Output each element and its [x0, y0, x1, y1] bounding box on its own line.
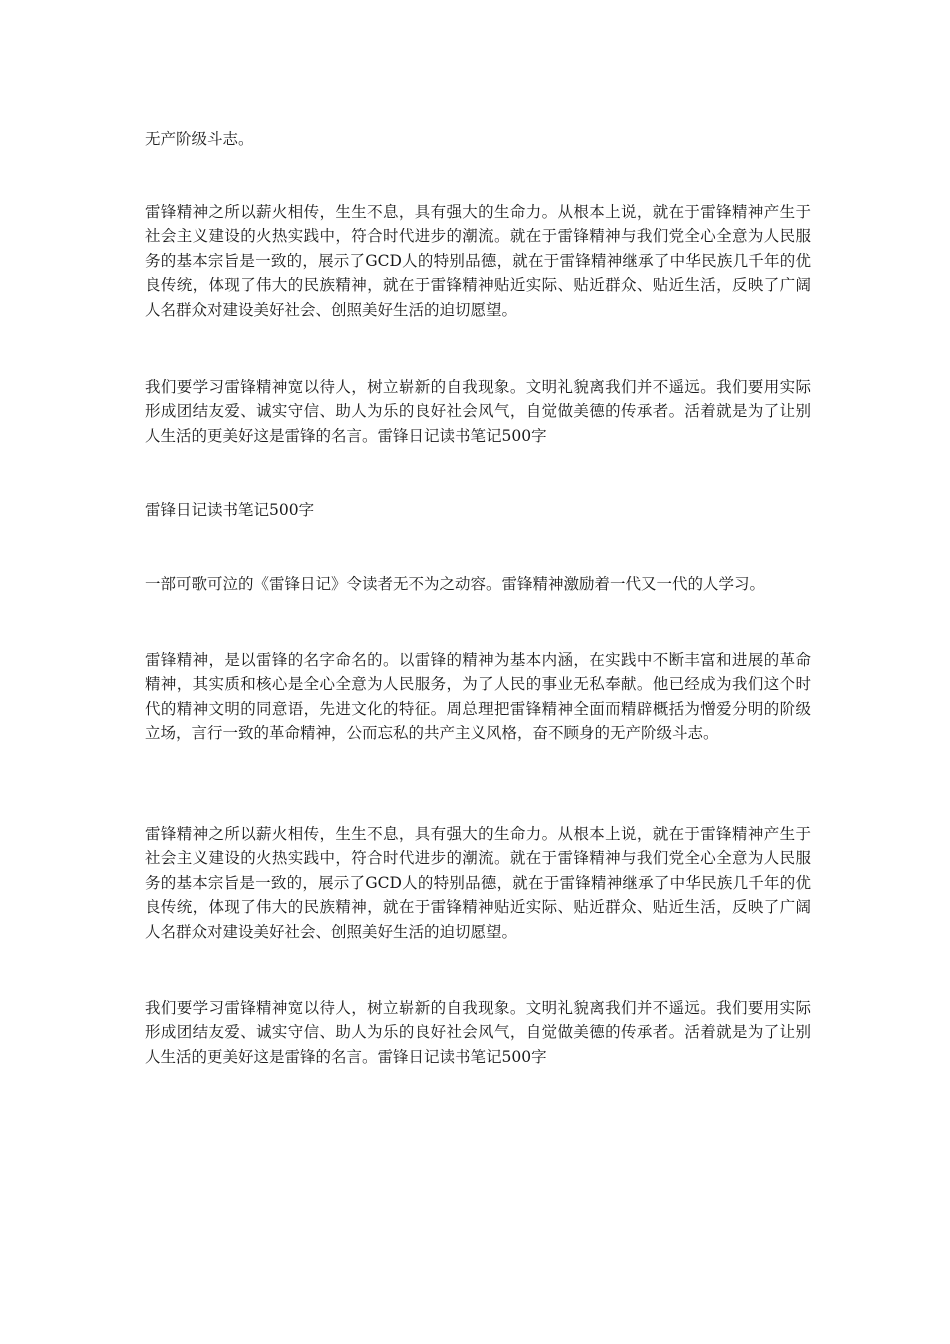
section-heading: 雷锋日记读书笔记500字 [145, 501, 315, 519]
paragraph-spirit-vitality: 雷锋精神之所以薪火相传，生生不息，具有强大的生命力。从根本上说，就在于雷锋精神产生于社会主义建设的火热实践中，符合时代进步的潮流。就在于雷锋精神与我们党全心全意为人民服务的基本宗旨是一致的，展示了GCD人的特别品德，就在于雷锋精神继承了中华民族几千年的优良传统，体现了伟大的民族精神，就在于雷锋精神贴近实际、贴近群众、贴近生活，反映了广阔人名群众对建设美好社会、创照美好生活的迫切愿望。 [145, 203, 811, 319]
paragraph-intro: 一部可歌可泣的《雷锋日记》令读者无不为之动容。雷锋精神激励着一代又一代的人学习。 [145, 575, 766, 593]
paragraph-spirit-vitality-repeat: 雷锋精神之所以薪火相传，生生不息，具有强大的生命力。从根本上说，就在于雷锋精神产生于社会主义建设的火热实践中，符合时代进步的潮流。就在于雷锋精神与我们党全心全意为人民服务的基本宗旨是一致的，展示了GCD人的特别品德，就在于雷锋精神继承了中华民族几千年的优良传统，体现了伟大的民族精神，就在于雷锋精神贴近实际、贴近群众、贴近生活，反映了广阔人名群众对建设美好社会、创照美好生活的迫切愿望。 [145, 825, 811, 941]
paragraph-closing-line: 无产阶级斗志。 [145, 130, 254, 148]
paragraph-learn-spirit-repeat: 我们要学习雷锋精神宽以待人，树立崭新的自我现象。文明礼貌离我们并不遥远。我们要用实际形成团结友爱、诚实守信、助人为乐的良好社会风气，自觉做美德的传承者。活着就是为了让别人生活的更美好这是雷锋的名言。雷锋日记读书笔记500字 [145, 999, 811, 1066]
paragraph-spirit-definition: 雷锋精神，是以雷锋的名字命名的。以雷锋的精神为基本内涵，在实践中不断丰富和进展的革命精神，其实质和核心是全心全意为人民服务，为了人民的事业无私奉献。他已经成为我们这个时代的精神文明的同意语，先进文化的特征。周总理把雷锋精神全面而精辟概括为憎爱分明的阶级立场，言行一致的革命精神，公而忘私的共产主义风格，奋不顾身的无产阶级斗志。 [145, 651, 811, 743]
paragraph-learn-spirit: 我们要学习雷锋精神宽以待人，树立崭新的自我现象。文明礼貌离我们并不遥远。我们要用实际形成团结友爱、诚实守信、助人为乐的良好社会风气，自觉做美德的传承者。活着就是为了让别人生活的更美好这是雷锋的名言。雷锋日记读书笔记500字 [145, 378, 811, 445]
